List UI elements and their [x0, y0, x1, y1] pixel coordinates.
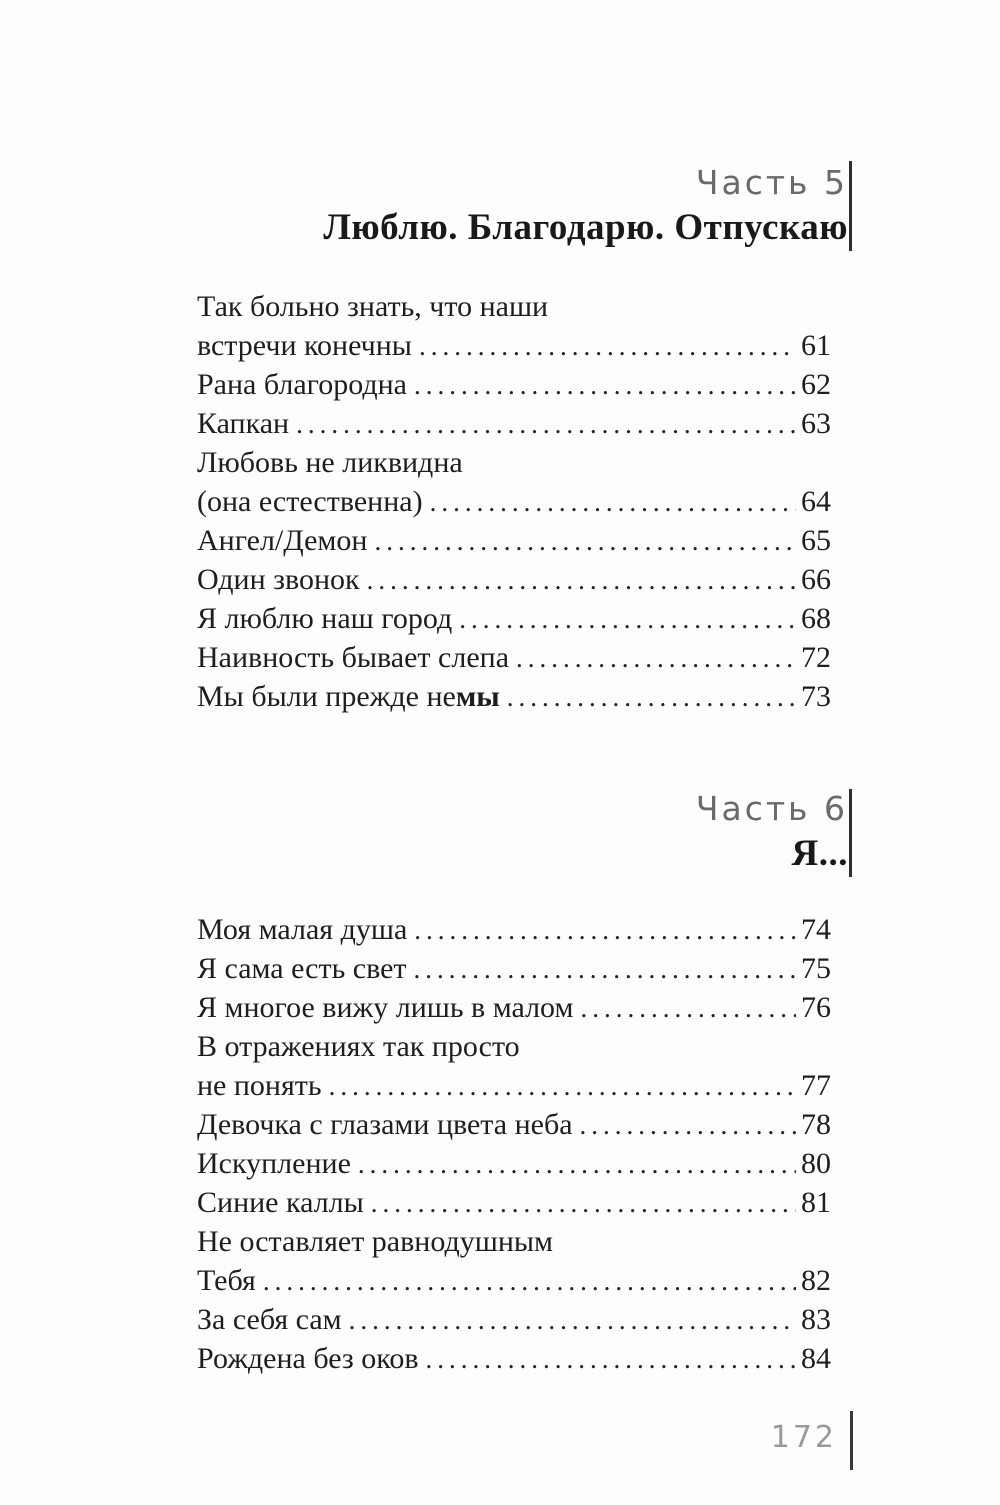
toc-entry-title: Не оставляет равнодушным	[197, 1225, 554, 1258]
toc-dot-leader	[580, 1105, 796, 1145]
toc-entry-line	[197, 1027, 831, 1066]
toc-dot-leader	[414, 949, 796, 989]
toc-entry-title: Рана благородна	[197, 368, 407, 401]
toc-entry-line	[197, 482, 831, 521]
toc-entry-title: Наивность бывает слепа	[197, 641, 510, 674]
toc-entry-line	[197, 638, 831, 677]
toc-entry-title: (она естественна)	[197, 485, 423, 518]
toc-page-number: 61	[801, 329, 831, 362]
toc-entry-title: Синие каллы	[197, 1186, 364, 1219]
toc-entry-title-bold: мы	[455, 680, 500, 713]
toc-entry-line	[197, 560, 831, 599]
toc-dot-leader	[430, 482, 796, 522]
toc-entry-line	[197, 1144, 831, 1183]
toc-entry-line	[197, 1105, 831, 1144]
toc-entry-line	[197, 326, 831, 365]
toc-entry-line	[197, 988, 831, 1027]
toc-entry-title: Я многое вижу лишь в малом	[197, 991, 574, 1024]
toc-dot-leader	[425, 1339, 796, 1379]
toc-entry-line	[197, 949, 831, 988]
toc-entry-line	[197, 1222, 831, 1261]
toc-entry-line	[197, 599, 831, 638]
toc-entry-line	[197, 1261, 831, 1300]
toc-entry-title: Девочка с глазами цвета неба	[197, 1108, 573, 1141]
toc-entry-title: Моя малая душа	[197, 913, 408, 946]
toc-entry-title: встречи конечны	[197, 329, 412, 362]
toc-entry-title: Любовь не ликвидна	[197, 446, 463, 479]
toc-entry-line	[197, 443, 831, 482]
part-6-title: Я...	[791, 833, 848, 874]
part-5-header	[323, 160, 848, 251]
toc-dot-leader	[296, 404, 796, 444]
page-number: 172	[770, 1420, 837, 1455]
footer-rule	[850, 1411, 853, 1470]
toc-dot-leader	[329, 1066, 796, 1106]
part-5-rule	[849, 161, 852, 251]
toc-entry-title: Я сама есть свет	[197, 952, 407, 985]
toc-dot-leader	[419, 326, 796, 366]
toc-dot-leader	[374, 521, 796, 561]
toc-entry-title: Я люблю наш город	[197, 602, 453, 635]
toc-part-5	[197, 287, 831, 716]
toc-entry-title: Искупление	[197, 1147, 351, 1180]
toc-page-number: 84	[801, 1342, 831, 1375]
toc-entry-line	[197, 1300, 831, 1339]
toc-page-number: 78	[801, 1108, 831, 1141]
toc-entry-title: Мы были прежде немы	[197, 680, 500, 713]
toc-entry-title: Рождена без оков	[197, 1342, 419, 1375]
toc-page-number: 81	[801, 1186, 831, 1219]
toc-page-number: 62	[801, 368, 831, 401]
toc-entry-title: не понять	[197, 1069, 322, 1102]
toc-dot-leader	[414, 910, 796, 950]
toc-entry-line	[197, 404, 831, 443]
toc-page-number: 76	[801, 991, 831, 1024]
toc-page-number: 74	[801, 913, 831, 946]
toc-entry-title: Ангел/Демон	[197, 524, 368, 557]
toc-entry-title: Тебя	[197, 1264, 256, 1297]
toc-entry-title: За себя сам	[197, 1303, 342, 1336]
toc-dot-leader	[367, 560, 796, 600]
toc-page-number: 83	[801, 1303, 831, 1336]
toc-page-number: 80	[801, 1147, 831, 1180]
toc-dot-leader	[349, 1300, 796, 1340]
toc-page-number: 63	[801, 407, 831, 440]
toc-entry-line	[197, 910, 831, 949]
toc-entry-line	[197, 287, 831, 326]
part-5-label: Часть 5	[695, 163, 848, 202]
toc-dot-leader	[358, 1144, 796, 1184]
toc-entry-title: В отражениях так просто	[197, 1030, 520, 1063]
toc-part-6	[197, 910, 831, 1378]
toc-page-number: 68	[801, 602, 831, 635]
toc-dot-leader	[459, 599, 796, 639]
toc-dot-leader	[263, 1261, 796, 1301]
toc-entry-title: Капкан	[197, 407, 290, 440]
toc-page-number: 75	[801, 952, 831, 985]
part-6-rule	[849, 789, 852, 877]
toc-entry-title: Так больно знать, что наши	[197, 290, 549, 323]
toc-page-number: 77	[801, 1069, 831, 1102]
toc-entry-line	[197, 1183, 831, 1222]
toc-page-number: 82	[801, 1264, 831, 1297]
toc-dot-leader	[414, 365, 796, 405]
toc-entry-line	[197, 1066, 831, 1105]
toc-dot-leader	[507, 677, 796, 717]
part-6-label: Часть 6	[695, 789, 848, 828]
part-6-header	[696, 786, 848, 877]
toc-entry-line	[197, 1339, 831, 1378]
toc-entry-line	[197, 521, 831, 560]
toc-entry-line	[197, 677, 831, 716]
toc-page-number: 66	[801, 563, 831, 596]
toc-page-number: 65	[801, 524, 831, 557]
toc-dot-leader	[580, 988, 796, 1028]
toc-page-number: 64	[801, 485, 831, 518]
toc-dot-leader	[516, 638, 796, 678]
part-5-title: Люблю. Благодарю. Отпускаю	[323, 207, 848, 248]
toc-dot-leader	[371, 1183, 796, 1223]
toc-page-number: 73	[801, 680, 831, 713]
toc-page-number: 72	[801, 641, 831, 674]
toc-entry-title: Один звонок	[197, 563, 360, 596]
toc-entry-line	[197, 365, 831, 404]
